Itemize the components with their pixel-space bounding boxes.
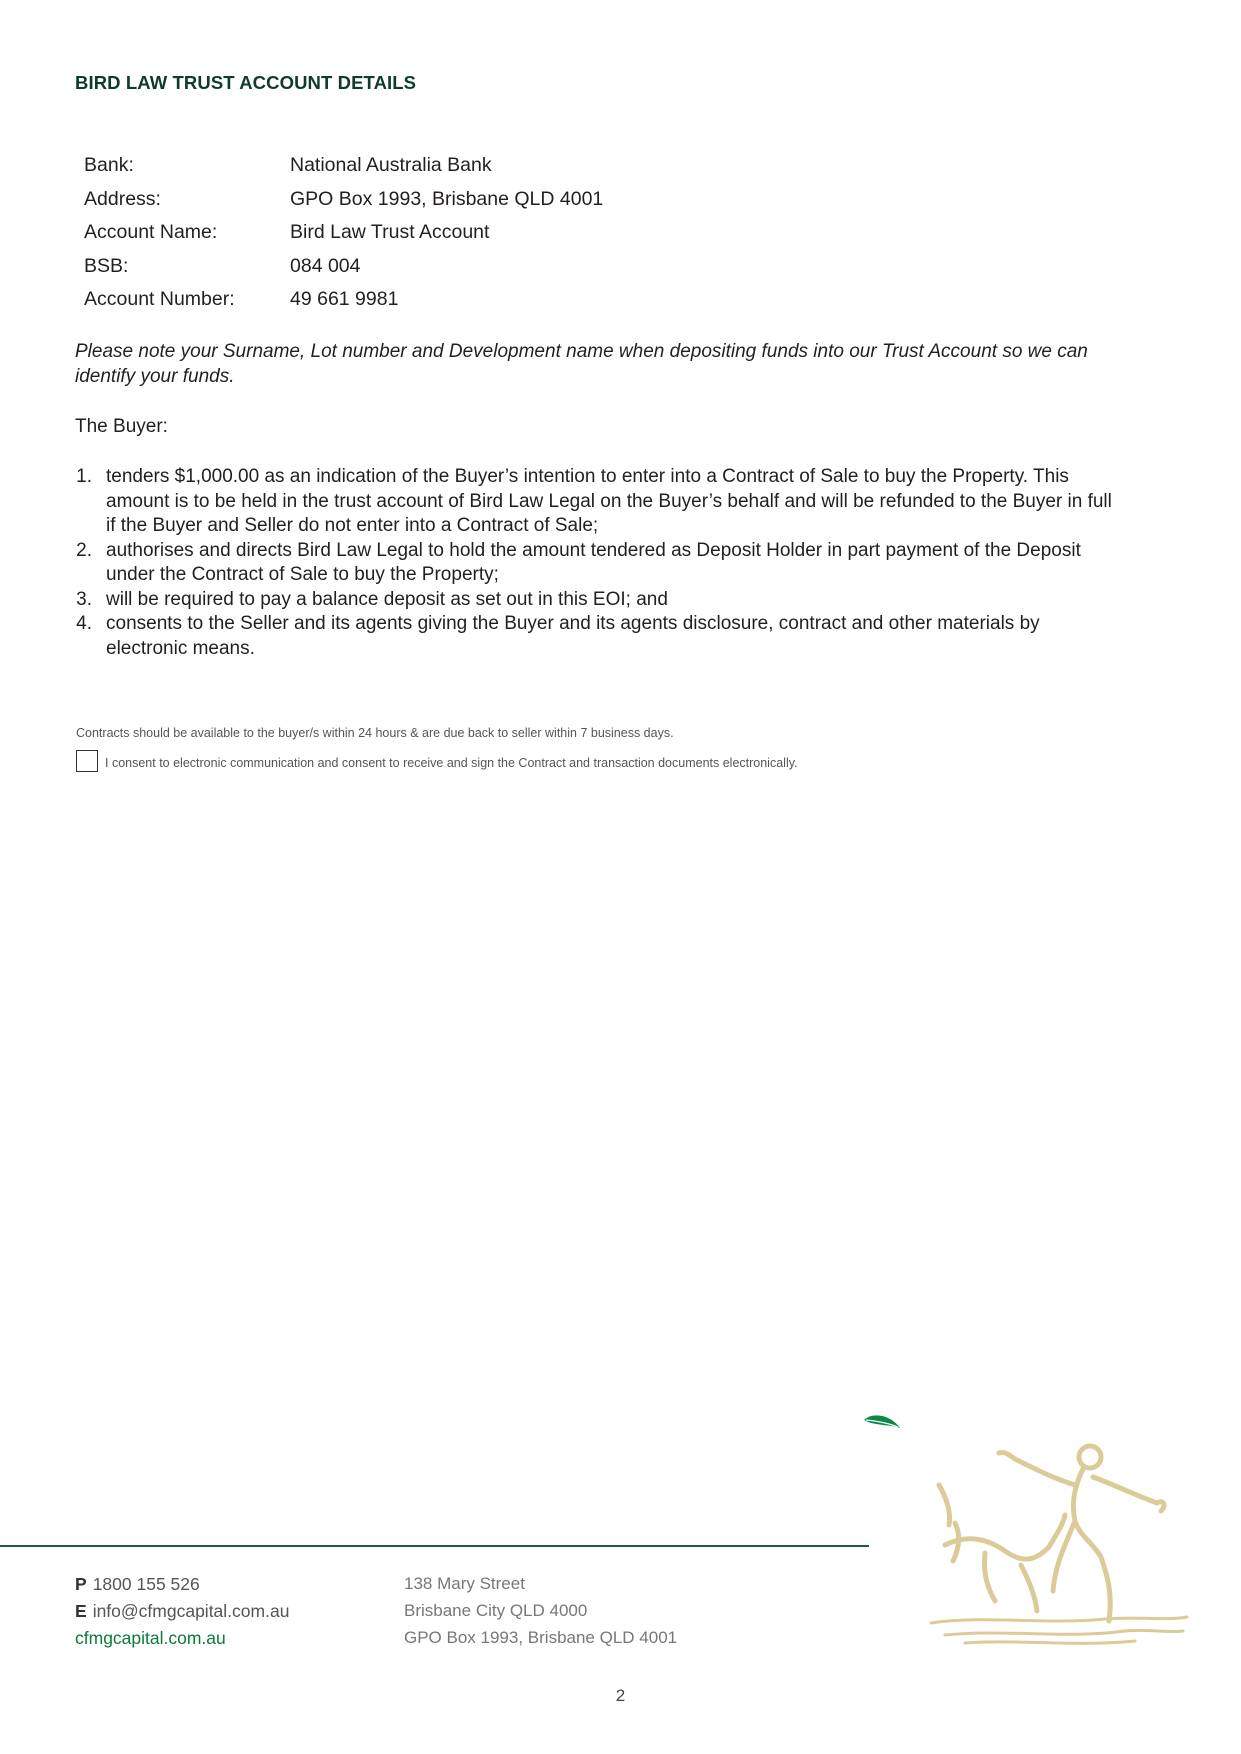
list-text: authorises and directs Bird Law Legal to hold the amount tendered as Deposit Holder in part payment of the Deposit under the Contract of Sale to buy the Property; [106,539,1081,585]
buyer-terms-list [70,465,1120,661]
leaf-icon [862,1412,902,1434]
page-number: 2 [615,1686,626,1705]
detail-value: GPO Box 1993, Brisbane QLD 4001 [290,187,604,210]
list-text: tenders $1,000.00 as an indication of the Buyer’s intention to enter into a Contract of Sale to buy the Property. This amount is to be held in the trust account of Bird Law Legal on the Buyer’s behalf and will be refunded to the Buyer in full if the Buyer and Seller do not enter into a Contract of Sale; [106,466,1112,536]
list-item [70,588,1120,613]
detail-label: Bank: [84,154,134,176]
email-line [75,1598,289,1625]
detail-value: Bird Law Trust Account [290,221,490,243]
address-line: 138 Mary Street [404,1574,525,1593]
list-number: 1. [76,466,92,487]
address-line: Brisbane City QLD 4000 [404,1601,588,1620]
detail-value: 49 661 9981 [290,288,399,310]
consent-label: I consent to electronic communication and consent to receive and sign the Contract and transaction documents electronically. [105,756,798,770]
email-address[interactable]: info@cfmgcapital.com.au [92,1601,290,1621]
detail-value: 084 004 [290,254,361,277]
detail-value: National Australia Bank [290,154,492,176]
buyer-label: The Buyer: [75,416,168,437]
website-link[interactable]: cfmgcapital.com.au [75,1628,226,1648]
section-heading: BIRD LAW TRUST ACCOUNT DETAILS [75,72,417,93]
deposit-note: Please note your Surname, Lot number and Development name when depositing funds into our Trust Account so we can identify your funds. [75,341,1088,387]
email-key: E [75,1601,87,1621]
footer-divider [0,1545,869,1547]
list-number: 2. [76,539,92,561]
list-text: consents to the Seller and its agents giving the Buyer and its agents disclosure, contract and other materials by electronic means. [106,613,1040,659]
footer-contact [75,1571,289,1652]
detail-label: Account Name: [84,221,218,243]
list-item [70,612,1120,661]
detail-label: Account Number: [84,288,235,310]
address-line: GPO Box 1993, Brisbane QLD 4001 [404,1628,678,1647]
phone-number: 1800 155 526 [92,1574,200,1594]
consent-checkbox[interactable] [76,750,98,772]
list-number: 3. [76,588,92,610]
phone-key: P [75,1574,87,1594]
footer-address [404,1570,677,1651]
list-item [70,465,1120,539]
list-item [70,539,1120,588]
horse-and-rider-logo [925,1425,1195,1650]
contract-timing-note: Contracts should be available to the buyer/s within 24 hours & are due back to seller within 7 business days. [76,726,674,740]
detail-label: Address: [84,187,161,210]
phone-line [75,1571,289,1598]
list-text: will be required to pay a balance deposit as set out in this EOI; and [106,588,668,610]
detail-label: BSB: [84,254,129,277]
list-number: 4. [76,613,92,634]
